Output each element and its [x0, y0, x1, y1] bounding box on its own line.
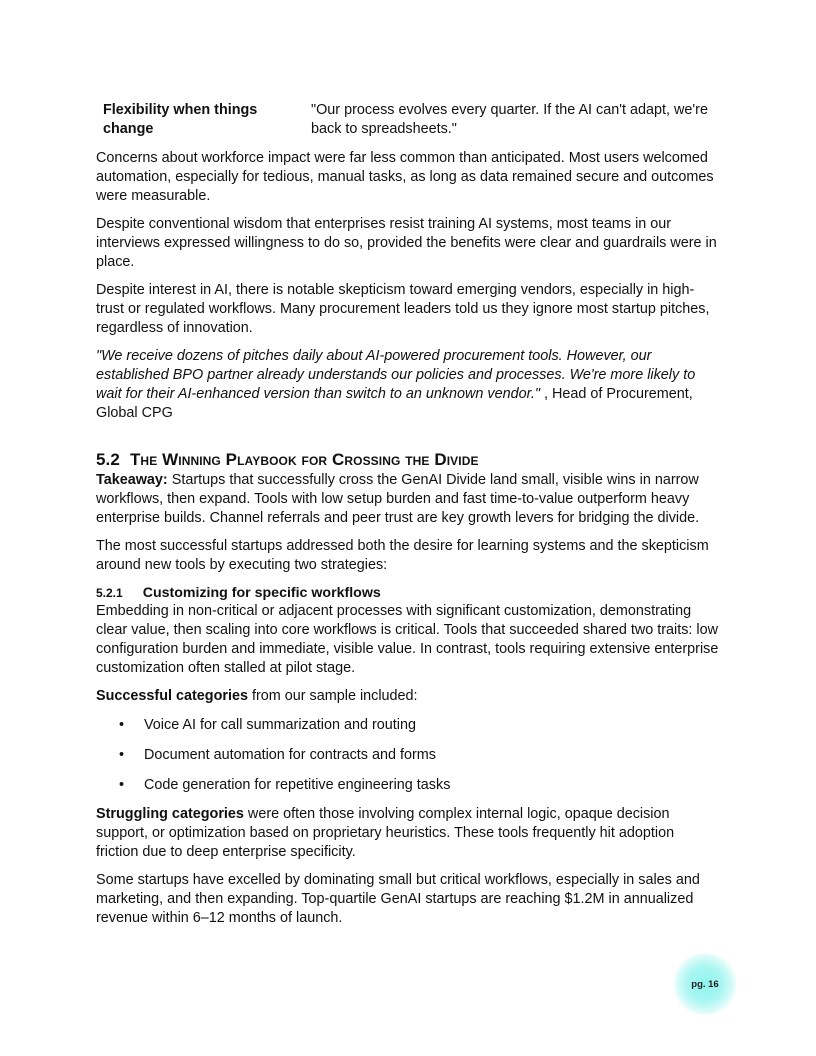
section-title: The Winning Playbook for Crossing the Divide	[129, 450, 479, 469]
successful-label: Successful categories	[96, 688, 248, 704]
bullet-icon: •	[119, 717, 125, 733]
strategies-intro: The most successful startups addressed both the desire for learning systems and the skepticism around new tools by executing two strategies:	[96, 538, 709, 573]
page-number: pg. 16	[691, 978, 719, 990]
successful-categories-paragraph	[96, 687, 720, 706]
takeaway-paragraph	[96, 471, 720, 528]
list-item-text: Document automation for contracts and forms	[144, 747, 436, 763]
struggling-label: Struggling categories	[96, 806, 244, 822]
paragraph-workforce: Concerns about workforce impact were far less common than anticipated. Most users welcomed automation, especially for tedious, manual tasks, as long as data remained secure and outcomes were measurable.	[96, 150, 714, 204]
subsection-heading	[96, 584, 720, 602]
section-number: 5.2	[96, 450, 120, 469]
page-number-badge	[672, 953, 738, 1015]
list-item-text: Code generation for repetitive engineering tasks	[144, 777, 451, 793]
struggling-categories-paragraph	[96, 805, 720, 862]
list-item	[96, 745, 720, 765]
page-content	[96, 101, 720, 937]
paragraph-training: Despite conventional wisdom that enterprises resist training AI systems, most teams in our interviews expressed willingness to do so, provided the benefits were clear and guardrails were in place.	[96, 216, 717, 270]
subsection-number: 5.2.1	[96, 586, 123, 600]
closing-paragraph: Some startups have excelled by dominating small but critical workflows, especially in sales and marketing, and then expanding. Top-quartile GenAI startups are reaching $1.2M in annualized revenue within 6–12 months of launch.	[96, 872, 700, 926]
section-heading	[96, 449, 720, 471]
struggling-text: were often those involving complex internal logic, opaque decision support, or optimization based on proprietary heuristics. These tools frequently hit adoption friction due to deep enterprise specificity.	[96, 806, 675, 860]
paragraph-skepticism: Despite interest in AI, there is notable skepticism toward emerging vendors, especially in high-trust or regulated workflows. Many procurement leaders told us they ignore most startup pitches, regardless of innovation.	[96, 282, 710, 336]
list-item	[96, 775, 720, 795]
list-item	[96, 715, 720, 735]
bullet-icon: •	[119, 747, 125, 763]
list-item-text: Voice AI for call summarization and routing	[144, 717, 416, 733]
table-row	[96, 101, 720, 139]
quote-attribution: , Head of Procurement, Global CPG	[96, 386, 693, 421]
subsection-body: Embedding in non-critical or adjacent processes with significant customization, demonstrating clear value, then scaling into core workflows is critical. Tools that succeeded shared two traits: low configuration burden and immediate, visible value. In contrast, tools requiring extensive enterprise customization often stalled at pilot stage.	[96, 603, 719, 676]
procurement-quote: "We receive dozens of pitches daily about AI-powered procurement tools. However, our established BPO partner already understands our policies and processes. We're more likely to wait for their AI-enhanced version than switch to an unknown vendor."	[96, 348, 696, 402]
bullet-icon: •	[119, 777, 125, 793]
category-list	[96, 715, 720, 795]
successful-text: from our sample included:	[247, 688, 418, 704]
procurement-quote-paragraph	[96, 347, 720, 423]
takeaway-label: Takeaway:	[96, 472, 168, 488]
takeaway-text: Startups that successfully cross the GenAI Divide land small, visible wins in narrow workflows, then expand. Tools with low setup burden and fast time-to-value outperform heavy enterprise builds. Channel referrals and peer trust are key growth levers for bridging the divide.	[96, 472, 700, 526]
subsection-title: Customizing for specific workflows	[142, 585, 381, 601]
table-row-value: "Our process evolves every quarter. If the AI can't adapt, we're back to spreadsheets."	[311, 102, 708, 137]
table-row-label: Flexibility when things change	[103, 102, 258, 137]
